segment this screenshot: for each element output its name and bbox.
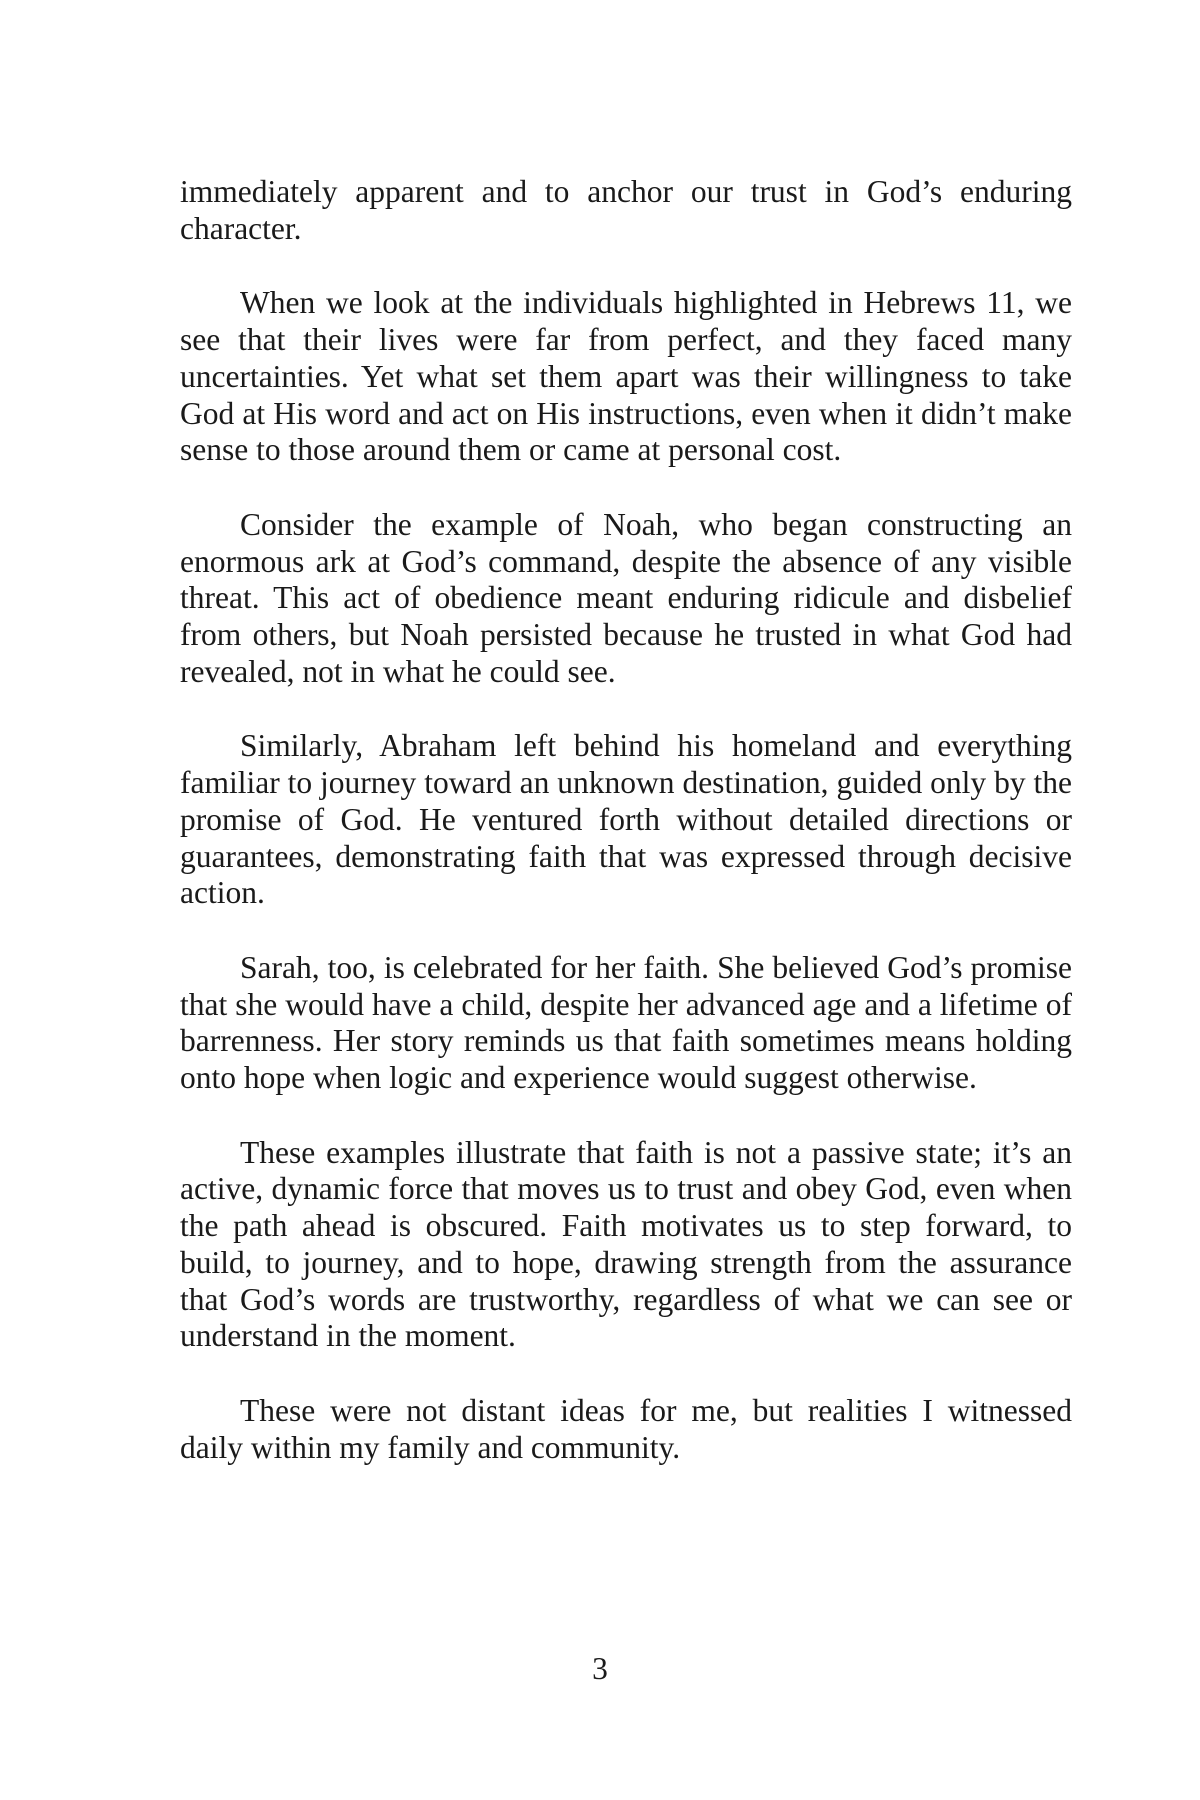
paragraph-closing: These were not distant ideas for me, but realities I witnessed daily within my family and community. <box>180 1392 1072 1465</box>
paragraph-examples: These examples illustrate that faith is not a passive state; it’s an active, dynamic force that moves us to trust and obey God, even when the path ahead is obscured. Faith motivates us to step forward, to build, to journey, and to hope, drawing strength from the assurance that God’s words are trustworthy, regardless of what we can see or understand in the moment. <box>180 1134 1072 1354</box>
body-text <box>180 174 1072 1504</box>
paragraph-hebrews-11: When we look at the individuals highlighted in Hebrews 11, we see that their lives were far from perfect, and they faced many uncertainties. Yet what set them apart was their willingness to take God at His word and act on His instructions, even when it didn’t make sense to those around them or came at personal cost. <box>180 285 1072 468</box>
paragraph-continuation: immediately apparent and to anchor our trust in God’s enduring character. <box>180 174 1072 246</box>
paragraph-abraham: Similarly, Abraham left behind his homeland and everything familiar to journey toward an unknown destination, guided only by the promise of God. He ventured forth without detailed directions or guarantees, demonstrating faith that was expressed through decisive action. <box>180 728 1072 911</box>
paragraph-noah: Consider the example of Noah, who began constructing an enormous ark at God’s command, despite the absence of any visible threat. This act of obedience meant enduring ridicule and disbelief from others, but Noah persisted because he trusted in what God had revealed, not in what he could see. <box>180 506 1072 689</box>
paragraph-sarah: Sarah, too, is celebrated for her faith. She believed God’s promise that she would have a child, despite her advanced age and a lifetime of barrenness. Her story reminds us that faith sometimes means holding onto hope when logic and experience would suggest otherwise. <box>180 949 1072 1096</box>
page-number: 3 <box>592 1651 608 1686</box>
